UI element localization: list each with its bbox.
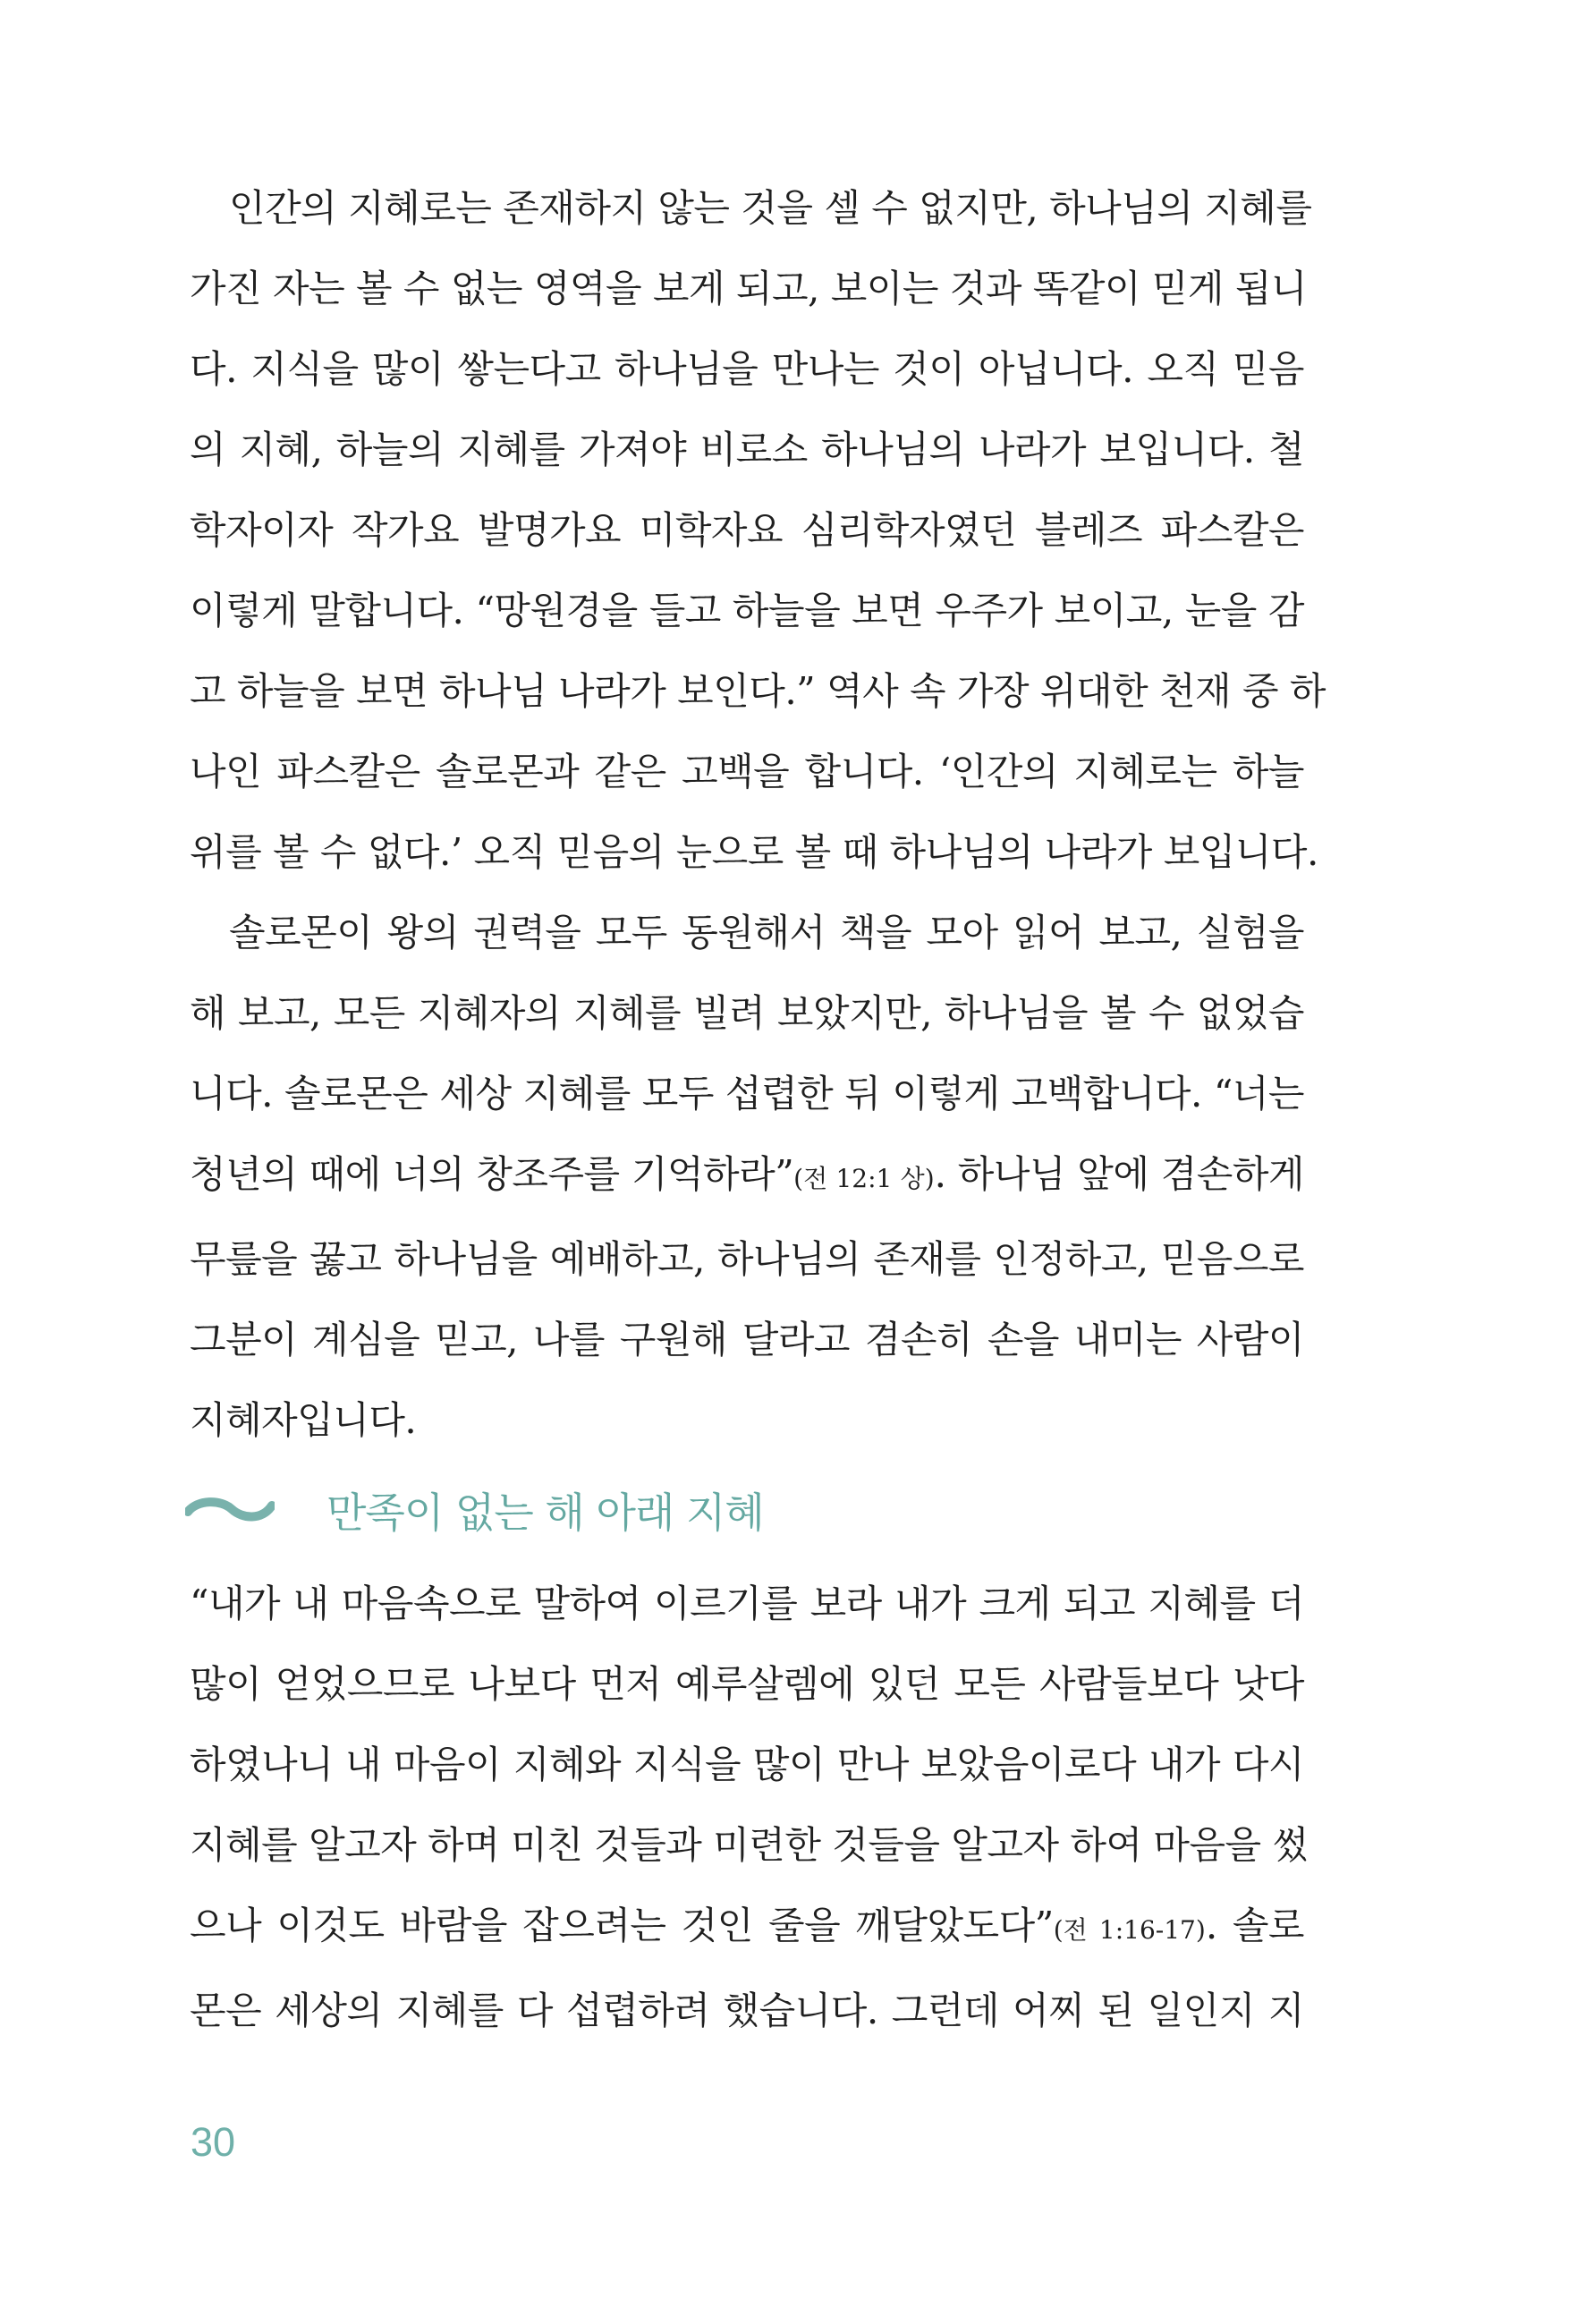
body-line: 학자이자 작가요 발명가요 미학자요 심리학자였던 블레즈 파스칼은 (190, 508, 1304, 552)
body-line: 인간의 지혜로는 존재하지 않는 것을 셀 수 없지만, 하나님의 지혜를 (229, 186, 1312, 230)
body-line: 가진 자는 볼 수 없는 영역을 보게 되고, 보이는 것과 똑같이 믿게 됩니 (190, 267, 1308, 310)
body-line: 많이 얻었으므로 나보다 먼저 예루살렘에 있던 모든 사람들보다 낫다 (190, 1662, 1304, 1706)
quote-text: 으나 이것도 바람을 잡으려는 것인 줄을 깨달았도다” (190, 1904, 1054, 1947)
body-line: 솔로몬이 왕의 권력을 모두 동원해서 책을 모아 읽어 보고, 실험을 (229, 911, 1304, 954)
body-line: “내가 내 마음속으로 말하여 이르기를 보라 내가 크게 되고 지혜를 더 (190, 1582, 1304, 1625)
body-line: 나인 파스칼은 솔로몬과 같은 고백을 합니다. ‘인간의 지혜로는 하늘 (190, 750, 1304, 793)
page-number: 30 (191, 2119, 236, 2165)
wave-tilde-icon (185, 1496, 275, 1524)
body-line: 이렇게 말합니다. “망원경을 들고 하늘을 보면 우주가 보이고, 눈을 감 (190, 589, 1304, 632)
body-line: 니다. 솔로몬은 세상 지혜를 모두 섭렵한 뒤 이렇게 고백합니다. “너는 (190, 1072, 1304, 1115)
body-text-segment: . 솔로 (1205, 1904, 1305, 1947)
paragraph-2 (190, 893, 1304, 1461)
body-line: 의 지혜, 하늘의 지혜를 가져야 비로소 하나님의 나라가 보입니다. 철 (190, 428, 1304, 471)
body-line: 하였나니 내 마음이 지혜와 지식을 많이 만나 보았음이로다 내가 다시 (190, 1743, 1304, 1786)
body-line: 위를 볼 수 없다.’ 오직 믿음의 눈으로 볼 때 하나님의 나라가 보입니다. (190, 830, 1318, 874)
body-line-with-ref (190, 1134, 1304, 1219)
body-line-with-ref (190, 1886, 1304, 1971)
body-line: 다. 지식을 많이 쌓는다고 하나님을 만나는 것이 아닙니다. 오직 믿음 (190, 347, 1304, 391)
body-text-segment: . 하나님 앞에 겸손하게 (934, 1152, 1304, 1196)
body-line: 무릎을 꿇고 하나님을 예배하고, 하나님의 존재를 인정하고, 믿음으로 (190, 1237, 1304, 1281)
scripture-reference: (전 1:16-17) (1053, 1915, 1206, 1945)
body-line: 지혜를 알고자 하며 미친 것들과 미련한 것들을 알고자 하여 마음을 썼 (190, 1823, 1309, 1867)
section-heading (185, 1478, 764, 1542)
body-line: 고 하늘을 보면 하나님 나라가 보인다.” 역사 속 가장 위대한 천재 중 하 (190, 669, 1326, 713)
body-line: 해 보고, 모든 지혜자의 지혜를 빌려 보았지만, 하나님을 볼 수 없었습 (190, 991, 1304, 1035)
scripture-reference: (전 12:1 상) (793, 1164, 935, 1193)
body-line: 그분이 계심을 믿고, 나를 구원해 달라고 겸손히 손을 내미는 사람이 (190, 1318, 1304, 1361)
quote-text: 청년의 때에 너의 창조주를 기억하라” (190, 1152, 794, 1196)
paragraph-1 (190, 168, 1326, 893)
section-heading-label: 만족이 없는 해 아래 지혜 (326, 1489, 764, 1537)
paragraph-3 (190, 1564, 1309, 2051)
body-line: 몬은 세상의 지혜를 다 섭렵하려 했습니다. 그런데 어찌 된 일인지 지 (190, 1989, 1304, 2032)
body-line: 지혜자입니다. (190, 1398, 417, 1442)
